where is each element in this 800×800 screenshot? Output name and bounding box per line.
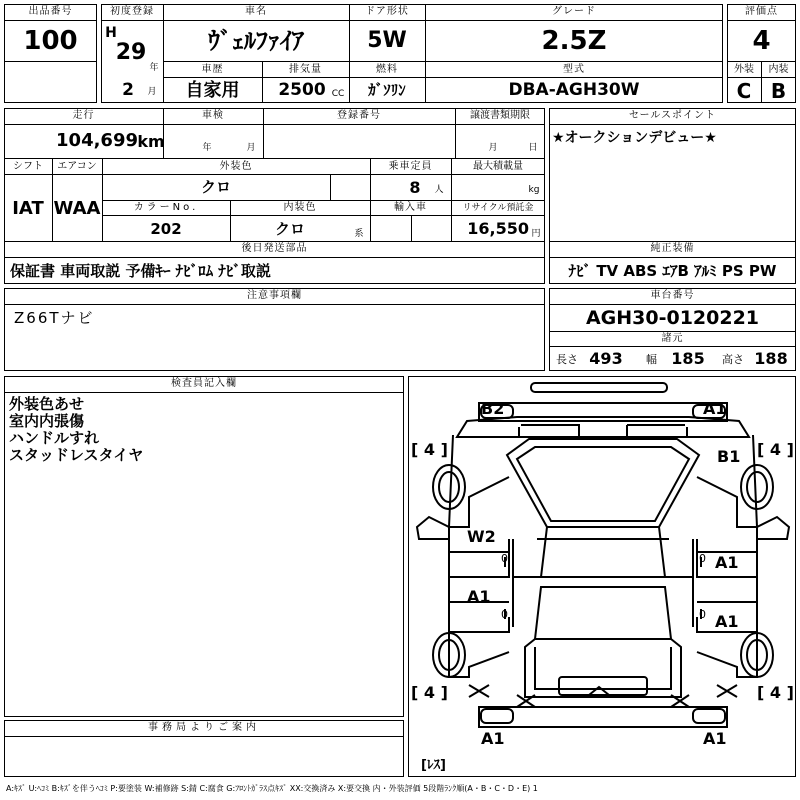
model-label: 型式 (563, 63, 585, 75)
damage-a1-mid-right-1: A1 (715, 553, 739, 572)
int-color-label: 内装色 (283, 202, 317, 213)
later-parts-label: 後日発送部品 (241, 243, 308, 254)
lot-no-label: 出品番号 (28, 6, 73, 17)
mileage: 104,699 (56, 130, 138, 151)
caution-label: 注意事項欄 (247, 290, 302, 301)
inspector-notes (9, 396, 399, 464)
fuel: ｶﾞｿﾘﾝ (368, 81, 406, 99)
tire-tread-rear-right: [ 4 ] (757, 683, 794, 702)
model-code: DBA-AGH30W (508, 80, 640, 100)
inspection-label: 車検 (202, 110, 224, 121)
ext-color-label: 外装色 (219, 160, 253, 172)
fuel-label: 燃料 (376, 63, 398, 75)
equipment: ﾅﾋﾞ TV ABS ｴｱB ｱﾙﾐ PS PW (568, 261, 777, 280)
color-no: 202 (150, 219, 182, 238)
spare-tire-status: [ﾚｽ] (421, 758, 446, 773)
damage-a1-rear-left: A1 (481, 729, 505, 748)
person-unit: 人 (434, 184, 444, 195)
ext-color: クロ (200, 178, 231, 196)
inspection-month-unit: 月 (246, 142, 256, 153)
damage-a1-rear-right: A1 (703, 729, 727, 748)
damage-a1-front-right: A1 (703, 399, 727, 418)
height-label: 高さ (722, 352, 744, 366)
month-unit: 月 (147, 86, 157, 97)
damage-zero-left-1: 0 (501, 552, 508, 565)
ac: WAA (53, 197, 101, 219)
max-load-label: 最大積載量 (473, 160, 523, 172)
width: 185 (671, 349, 705, 368)
damage-b1: B1 (717, 447, 741, 466)
chassis-label: 車台番号 (650, 290, 695, 301)
car-name: ｳﾞｪﾙﾌｧｲｱ (208, 27, 304, 55)
damage-b2: B2 (481, 399, 505, 418)
displacement-label: 排気量 (289, 63, 322, 75)
exterior-grade: C (736, 78, 752, 103)
transfer-label: 譲渡書類期限 (470, 110, 530, 121)
era: H (105, 25, 117, 41)
yen-unit: 円 (531, 228, 541, 239)
interior-label: 内装 (768, 63, 789, 75)
damage-zero-right-1: 0 (699, 552, 706, 565)
car-name-label: 車名 (245, 6, 267, 17)
inspection-year-unit: 年 (202, 142, 212, 153)
width-label: 幅 (646, 352, 657, 366)
inspector-label: 検査員記入欄 (171, 378, 237, 389)
office-label: 事務局よりご案内 (148, 722, 260, 733)
door-type: 5W (367, 28, 407, 53)
sales-point: ★オークションデビュー★ (552, 130, 717, 146)
capacity: 8 (409, 177, 421, 197)
kg-unit: kg (528, 184, 540, 195)
sales-point-label: セールスポイント (628, 110, 717, 121)
inspector-note: スタッドレスタイヤ (9, 446, 144, 464)
damage-a1-mid-left: A1 (467, 587, 491, 606)
equip-label: 純正装備 (650, 243, 695, 254)
shift-label: シフト (13, 160, 43, 172)
dims-label: 諸元 (661, 333, 684, 344)
reg-month: 2 (122, 79, 134, 100)
door-label: ドア形状 (365, 6, 409, 17)
recycle-fee: 16,550 (467, 219, 529, 238)
transfer-day-unit: 日 (528, 142, 538, 153)
int-color-unit: 系 (354, 228, 364, 239)
tire-tread-front-right: [ 4 ] (757, 440, 794, 459)
tire-tread-front-left: [ 4 ] (411, 440, 448, 459)
reg-no-label: 登録番号 (337, 110, 381, 121)
length: 493 (589, 349, 623, 368)
first-reg-label: 初度登録 (110, 6, 154, 17)
damage-w2: W2 (467, 527, 496, 546)
import-label: 輸入車 (394, 202, 427, 213)
score: 4 (752, 26, 771, 56)
exterior-label: 外装 (734, 63, 754, 75)
inspector-note: 外装色あせ (9, 395, 85, 413)
car-outline-drawing (409, 377, 797, 778)
year-unit: 年 (149, 62, 159, 73)
tire-tread-rear-left: [ 4 ] (411, 683, 448, 702)
damage-a1-mid-right-2: A1 (715, 612, 739, 631)
legend: A:ｷｽﾞ U:ﾍｺﾐ B:ｷｽﾞを伴うﾍｺﾐ P:要塗装 W:補修跡 S:錆 C:腐食 G:ﾌﾛﾝﾄｶﾞﾗｽ点ｷｽﾞ XX:交換済み X:要交換 内・外装評価 5段階ﾗﾝｸ順(A・B・C・D・E) 1 (6, 784, 538, 793)
displacement: 2500 (278, 80, 326, 100)
reg-year: 29 (115, 40, 147, 65)
chassis-number: AGH30-0120221 (585, 306, 760, 329)
later-parts: 保証書 車両取説 予備ｷｰ ﾅﾋﾞﾛﾑ ﾅﾋﾞ取説 (10, 261, 271, 280)
ac-label: エアコン (57, 160, 97, 172)
lot-number: 100 (23, 26, 78, 56)
color-no-label: カラーNo. (133, 202, 199, 213)
grade-label: グレード (552, 6, 596, 17)
interior-grade: B (770, 78, 787, 103)
inspector-note: 室内内張傷 (9, 412, 85, 430)
km-unit: km (137, 132, 165, 151)
height: 188 (754, 349, 788, 368)
recycle-label: リサイクル預託金 (462, 202, 534, 213)
history: 自家用 (185, 79, 240, 101)
caution-note: Z66Tナビ (14, 308, 95, 327)
history-label: 車歴 (201, 63, 224, 75)
shift: IAT (12, 197, 44, 219)
damage-zero-left-2: 0 (501, 608, 508, 621)
mileage-label: 走行 (72, 110, 95, 121)
damage-diagram (408, 376, 796, 777)
cc-unit: CC (331, 88, 345, 99)
transfer-month-unit: 月 (488, 142, 498, 153)
capacity-label: 乗車定員 (388, 160, 433, 172)
length-label: 長さ (556, 352, 578, 366)
score-label: 評価点 (745, 6, 778, 17)
damage-zero-right-2: 0 (699, 608, 706, 621)
grade: 2.5Z (541, 26, 607, 56)
int-color: クロ (274, 219, 305, 238)
inspector-note: ハンドルすれ (9, 429, 100, 447)
